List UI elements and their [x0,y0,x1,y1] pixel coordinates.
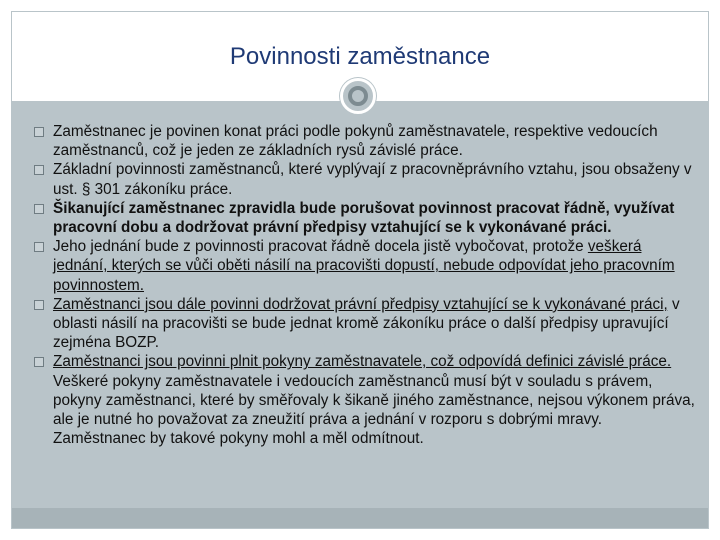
paragraph-text: Jeho jednání bude z povinnosti pracovat řádně docela jistě vybočovat, protože [53,238,588,256]
list-item [34,122,696,160]
paragraph-text: v oblasti násilí na pracovišti se bude jednat kromě zákoníku práce o další předpisy upravující zejména BOZP. [53,295,680,352]
list-item [34,352,696,448]
list-item [34,295,696,353]
square-bullet-icon [34,204,44,214]
square-bullet-icon [34,242,44,252]
paragraph-text: Základní povinnosti zaměstnanců, které vyplývají z pracovněprávního vztahu, jsou obsaženy v ust. § 301 zákoníku práce. [53,161,692,198]
square-bullet-icon [34,357,44,367]
slide-title: Povinnosti zaměstnance [229,43,491,70]
square-bullet-icon [34,127,44,137]
ring-ornament-icon [340,78,376,114]
bullet-list [34,122,696,448]
list-item [34,160,696,198]
paragraph-underlined-text: Zaměstnanci jsou povinni plnit pokyny zaměstnavatele, což odpovídá definici závislé práce. [53,353,672,371]
square-bullet-icon [34,300,44,310]
ring-inner [348,86,368,106]
paragraph-text-bold: Šikanující zaměstnanec zpravidla bude porušovat povinnost pracovat řádně, využívat pracovní dobu a dodržovat právní předpisy vztahující se k vykonávané práci. [53,199,675,237]
square-bullet-icon [34,165,44,175]
paragraph-underlined-text: veškerá jednání, kterých se vůči oběti násilí na pracovišti dopustí, nebude odpovídat jeho pracovním povinnostem. [53,238,675,294]
paragraph-text: Zaměstnanec je povinen konat práci podle pokynů zaměstnavatele, respektive vedoucích zaměstnanců, což je jeden ze základních rysů závislé práce. [53,123,658,160]
paragraph-text: Veškeré pokyny zaměstnavatele i vedoucích zaměstnanců musí být v souladu s právem, pokyny zaměstnanci, které by směřovaly k šikaně jiného zaměstnance, nejsou výkonem práva, ale je nutné ho považovat za zneužití práva a jednání v rozporu s dobrými mravy. Zaměstnanec by takové pokyny mohl a měl odmítnout. [53,372,695,448]
list-item [34,199,696,237]
list-item [34,237,696,295]
bottom-strip [12,508,708,528]
paragraph-underlined-text: Zaměstnanci jsou dále povinni dodržovat právní předpisy vztahující se k vykonávané práci, [53,295,668,313]
